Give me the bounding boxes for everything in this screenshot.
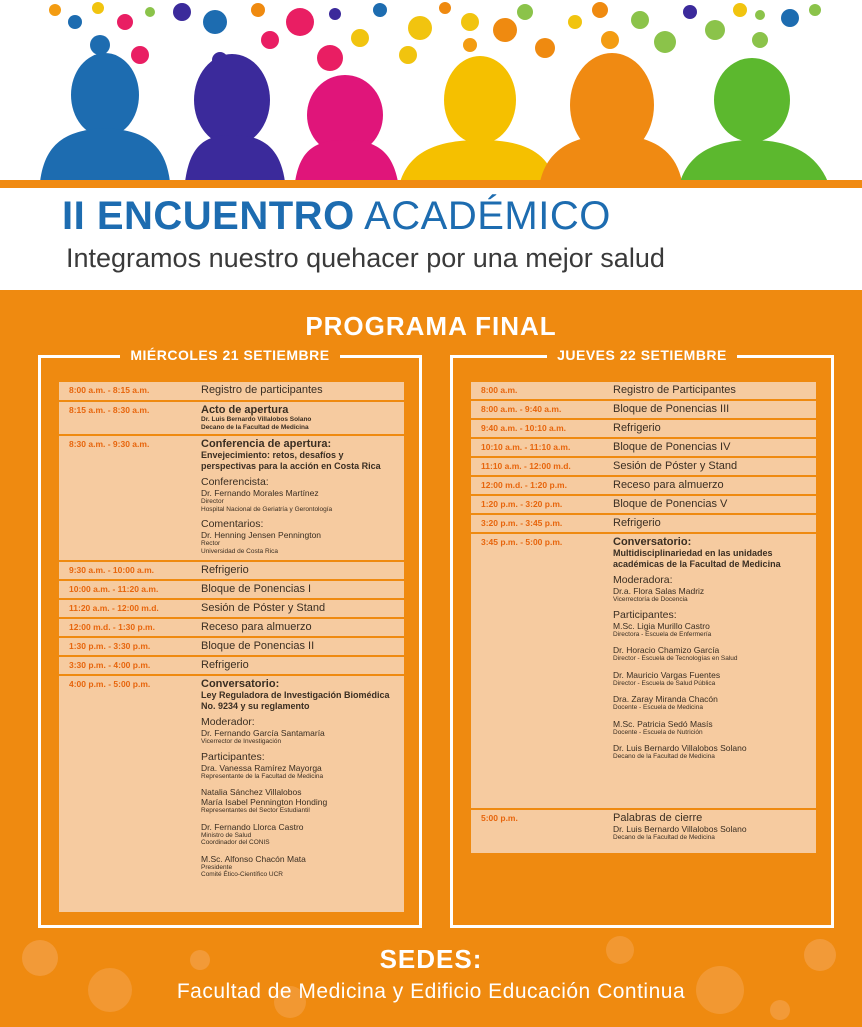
person-name: Dr. Fernando Morales Martínez — [201, 488, 319, 498]
row-description: Envejecimiento: retos, desafíos y perspectivas para la acción en Costa Rica — [201, 450, 381, 471]
schedule-row — [471, 515, 816, 534]
person-org: Hospital Nacional de Geriatría y Gerontología — [201, 505, 333, 513]
comentarios-label: Comentarios: — [201, 518, 264, 530]
program-title: PROGRAMA FINAL — [305, 311, 557, 341]
row-time: 3:45 p.m. - 5:00 p.m. — [481, 537, 563, 547]
row-time: 8:00 a.m. - 8:15 a.m. — [69, 385, 150, 395]
person-name: M.Sc. Ligia Murillo Castro — [613, 620, 710, 631]
person-name: Dr. Luis Bernardo Villalobos Solano — [613, 824, 747, 834]
row-time: 5:00 p.m. — [481, 813, 518, 823]
person-role: Decano de la Facultad de Medicina — [613, 753, 715, 760]
schedule-row — [59, 402, 404, 436]
row-activity: Sesión de Póster y Stand — [201, 602, 326, 614]
person-name: Dr. Mauricio Vargas Fuentes — [613, 669, 721, 680]
person-silhouette-purple — [185, 54, 285, 182]
row-time: 12:00 m.d. - 1:20 p.m. — [481, 480, 567, 490]
day2-heading — [453, 347, 831, 365]
title-light: ACADÉMICO — [364, 194, 611, 238]
person-name: Natalia Sánchez Villalobos — [201, 787, 302, 797]
schedule-row — [59, 619, 404, 638]
title-block — [0, 192, 862, 288]
person-silhouette-yellow — [400, 56, 555, 182]
schedule-row — [59, 638, 404, 657]
schedule-row — [59, 657, 404, 676]
title-bold: II ENCUENTRO — [62, 194, 355, 238]
row-time: 8:00 a.m. - 9:40 a.m. — [481, 404, 562, 414]
header-divider — [0, 180, 862, 188]
row-activity: Registro de participantes — [201, 384, 323, 396]
row-activity: Bloque de Ponencias I — [201, 583, 312, 595]
row-time: 1:20 p.m. - 3:20 p.m. — [481, 499, 563, 509]
venues-list: Facultad de Medicina y Edificio Educación Continua — [176, 980, 686, 1003]
person-name: Dr.a. Flora Salas Madriz — [613, 586, 705, 596]
person-role: Presidente — [201, 863, 233, 871]
row-activity: Registro de Participantes — [613, 384, 736, 396]
person-role: Coordinador del CONIS — [201, 839, 270, 846]
row-activity: Refrigerio — [201, 659, 249, 671]
row-description: Multidisciplinariedad en las unidades académicas de la Facultad de Medicina — [613, 548, 781, 569]
row-time: 11:10 a.m. - 12:00 m.d. — [481, 461, 571, 471]
schedule-row — [471, 420, 816, 439]
row-activity: Refrigerio — [613, 517, 661, 529]
row-activity: Receso para almuerzo — [201, 621, 312, 633]
person-role: Decano de la Facultad de Medicina — [613, 834, 715, 841]
row-person: Dr. Luis Bernardo Villalobos Solano — [201, 416, 312, 423]
person-silhouette-magenta — [295, 75, 398, 182]
day1-heading — [41, 347, 419, 365]
participantes-label: Participantes: — [613, 608, 677, 621]
row-time: 8:15 a.m. - 8:30 a.m. — [69, 405, 150, 415]
participantes-label: Participantes: — [201, 750, 265, 763]
person-role: Rector — [201, 540, 221, 547]
venues-title: SEDES: — [379, 944, 483, 974]
row-activity: Conversatorio: — [613, 536, 692, 548]
conferencista-label: Conferencista: — [201, 476, 269, 488]
person-role: Director - Escuela de Tecnologías en Salud — [613, 655, 738, 662]
schedule-row — [471, 458, 816, 477]
row-time: 9:40 a.m. - 10:10 a.m. — [481, 423, 567, 433]
row-time: 3:30 p.m. - 4:00 p.m. — [69, 660, 151, 670]
day1-schedule — [59, 382, 404, 912]
schedule-row — [471, 477, 816, 496]
person-name: Dr. Henning Jensen Pennington — [201, 530, 322, 540]
row-time: 12:00 m.d. - 1:30 p.m. — [69, 622, 155, 632]
venues-block — [0, 938, 862, 1027]
event-title — [62, 194, 611, 239]
row-description: Ley Reguladora de Investigación Biomédica No. 9234 y su reglamento — [201, 690, 390, 711]
day1-heading-label: MIÉRCOLES 21 SETIEMBRE — [120, 347, 339, 363]
person-role: Docente - Escuela de Medicina — [613, 704, 703, 711]
schedule-row — [471, 496, 816, 515]
moderadora-label: Moderadora: — [613, 574, 673, 586]
row-time: 1:30 p.m. - 3:30 p.m. — [69, 641, 151, 651]
row-activity: Bloque de Ponencias III — [613, 403, 730, 415]
schedule-row — [471, 439, 816, 458]
person-silhouette-blue — [40, 53, 170, 182]
moderador-label: Moderador: — [201, 716, 255, 728]
row-time: 8:30 a.m. - 9:30 a.m. — [69, 439, 150, 449]
row-time: 9:30 a.m. - 10:00 a.m. — [69, 565, 155, 575]
row-time: 8:00 a.m. — [481, 385, 518, 395]
row-activity: Refrigerio — [613, 422, 661, 434]
schedule-row — [471, 401, 816, 420]
person-role: Vicerrector de Investigación — [201, 738, 282, 745]
row-activity: Conversatorio: — [201, 678, 280, 690]
schedule-row — [471, 382, 816, 401]
decorative-bubbles — [49, 2, 821, 71]
person-silhouette-green — [680, 58, 828, 182]
person-name: María Isabel Pennington Honding — [201, 797, 328, 807]
schedule-row — [59, 436, 404, 562]
row-activity: Bloque de Ponencias IV — [613, 441, 731, 453]
row-activity: Refrigerio — [201, 564, 249, 576]
row-time: 3:20 p.m. - 3:45 p.m. — [481, 518, 563, 528]
event-subtitle: Integramos nuestro quehacer por una mejor salud — [66, 243, 665, 273]
person-name: M.Sc. Alfonso Chacón Mata — [201, 853, 306, 864]
schedule-row — [471, 534, 816, 810]
person-role: Directora - Escuela de Enfermería — [613, 630, 712, 638]
person-org: Universidad de Costa Rica — [201, 547, 278, 555]
row-note: Decano de la Facultad de Medicina — [201, 423, 309, 431]
person-role: Ministro de Salud — [201, 831, 252, 839]
person-role: Director - Escuela de Salud Pública — [613, 679, 716, 687]
person-name: Dra. Vanessa Ramírez Mayorga — [201, 762, 322, 773]
row-time: 10:10 a.m. - 11:10 a.m. — [481, 442, 571, 452]
row-activity: Conferencia de apertura: — [201, 438, 332, 450]
program-section — [0, 290, 862, 1027]
row-activity: Receso para almuerzo — [613, 479, 724, 491]
person-role: Director — [201, 498, 224, 505]
person-silhouette-orange — [540, 53, 682, 182]
row-activity: Palabras de cierre — [613, 812, 703, 824]
person-name: Dr. Fernando García Santamaría — [201, 728, 325, 738]
schedule-row — [59, 600, 404, 619]
person-role: Representantes del Sector Estudiantil — [201, 807, 310, 814]
row-activity: Sesión de Póster y Stand — [613, 460, 738, 472]
person-name: Dr. Horacio Chamizo García — [613, 645, 720, 655]
person-role: Vicerrectoría de Docencia — [613, 596, 688, 603]
silhouettes-graphic — [0, 0, 862, 190]
person-role: Comité Ético-Científico UCR — [201, 871, 283, 878]
row-time: 10:00 a.m. - 11:20 a.m. — [69, 584, 159, 594]
row-activity: Bloque de Ponencias II — [201, 640, 315, 652]
day2-schedule — [471, 382, 816, 853]
row-activity: Bloque de Ponencias V — [613, 498, 728, 510]
header-illustration — [0, 0, 862, 190]
person-name: Dra. Zaray Miranda Chacón — [613, 694, 718, 704]
schedule-row — [59, 382, 404, 402]
person-role: Representante de la Facultad de Medicina — [201, 772, 324, 780]
schedule-row — [59, 676, 404, 906]
person-role: Docente - Escuela de Nutrición — [613, 728, 703, 736]
row-activity: Acto de apertura — [201, 404, 289, 416]
person-name: Dr. Luis Bernardo Villalobos Solano — [613, 743, 747, 753]
row-time: 11:20 a.m. - 12:00 m.d. — [69, 603, 159, 613]
row-time: 4:00 p.m. - 5:00 p.m. — [69, 679, 151, 689]
day2-panel — [450, 347, 834, 928]
day1-panel — [38, 347, 422, 928]
day2-heading-label: JUEVES 22 SETIEMBRE — [547, 347, 737, 363]
schedule-row — [59, 581, 404, 600]
person-name: Dr. Fernando Llorca Castro — [201, 821, 304, 832]
schedule-row — [471, 810, 816, 850]
schedule-row — [59, 562, 404, 581]
person-name: M.Sc. Patricia Sedó Masís — [613, 718, 713, 729]
